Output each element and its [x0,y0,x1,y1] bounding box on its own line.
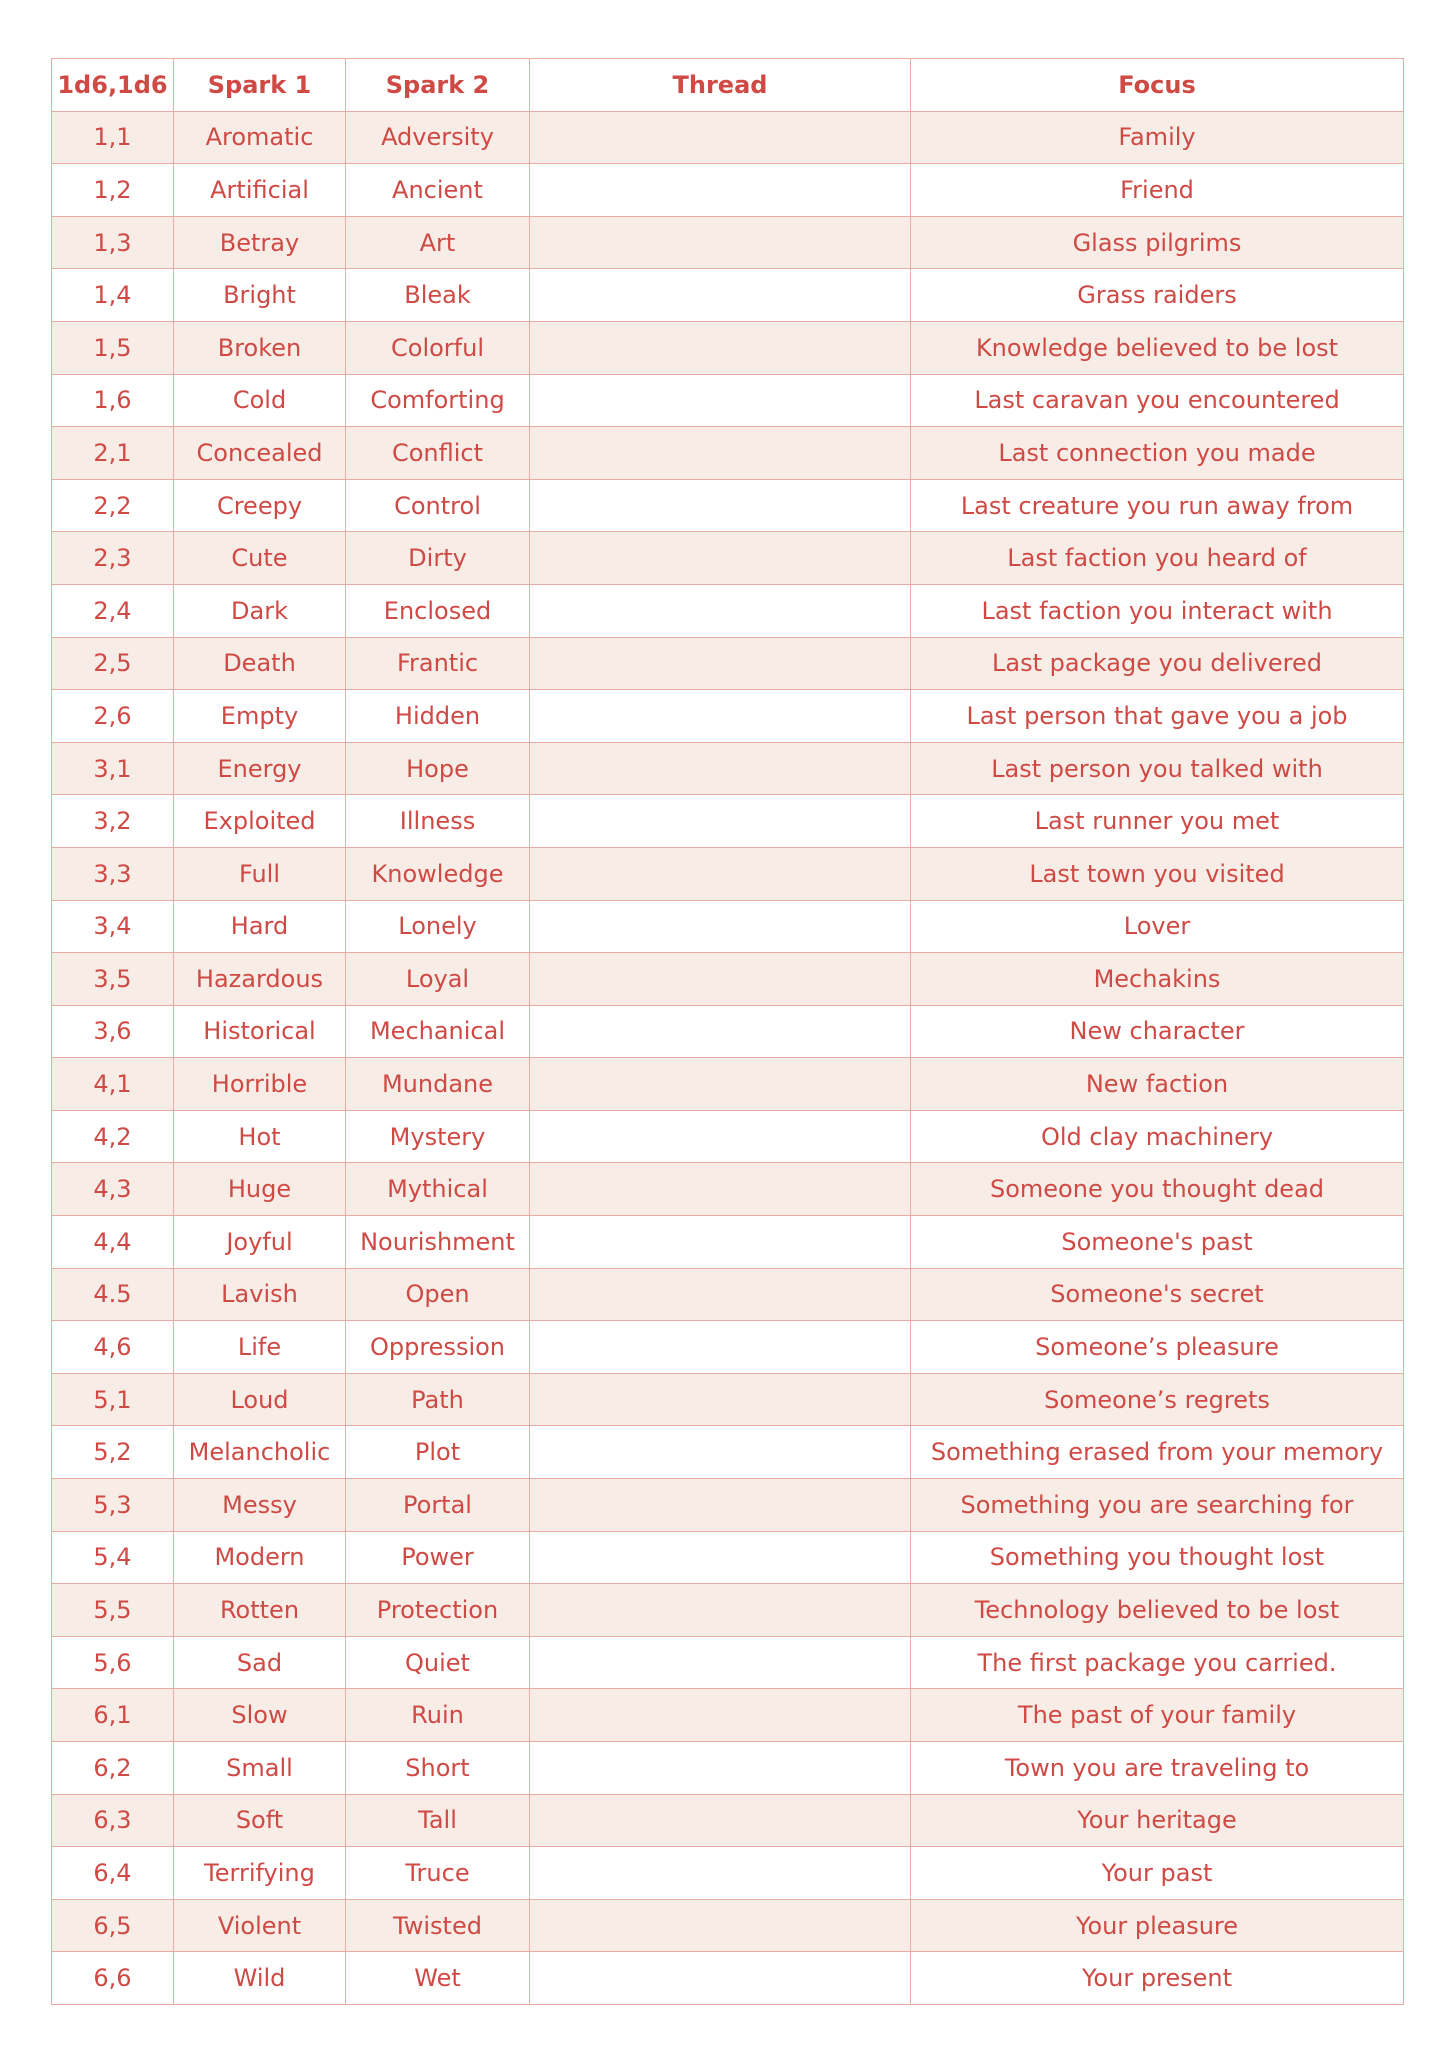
table-row [52,164,1404,217]
cell-spark-2: Protection [346,1584,530,1637]
cell-spark-1: Sad [174,1636,346,1689]
cell-focus: Friend [911,164,1404,217]
table-row [52,427,1404,480]
table-row [52,111,1404,164]
cell-spark-1: Violent [174,1899,346,1952]
cell-spark-2: Mechanical [346,1005,530,1058]
cell-spark-1: Historical [174,1005,346,1058]
cell-thread [530,1268,911,1321]
cell-focus: Lover [911,900,1404,953]
table-row [52,1058,1404,1111]
cell-roll: 3,1 [52,742,174,795]
cell-roll: 1,4 [52,269,174,322]
table-row [52,1899,1404,1952]
cell-spark-2: Lonely [346,900,530,953]
table-row [52,1952,1404,2005]
table-row [52,1689,1404,1742]
table-row [52,637,1404,690]
cell-spark-1: Modern [174,1531,346,1584]
table-row [52,1847,1404,1900]
cell-roll: 2,3 [52,532,174,585]
cell-focus: Last creature you run away from [911,479,1404,532]
cell-thread [530,1584,911,1637]
cell-roll: 4,1 [52,1058,174,1111]
cell-spark-1: Broken [174,321,346,374]
cell-focus: Glass pilgrims [911,216,1404,269]
cell-thread [530,1005,911,1058]
cell-spark-2: Hope [346,742,530,795]
table-row [52,1216,1404,1269]
cell-thread [530,1479,911,1532]
cell-spark-2: Adversity [346,111,530,164]
cell-focus: Mechakins [911,953,1404,1006]
table-row [52,1794,1404,1847]
cell-focus: Last person you talked with [911,742,1404,795]
cell-focus: New faction [911,1058,1404,1111]
cell-spark-2: Open [346,1268,530,1321]
table-row [52,690,1404,743]
cell-thread [530,427,911,480]
table-row [52,1636,1404,1689]
cell-roll: 1,6 [52,374,174,427]
cell-focus: Old clay machinery [911,1110,1404,1163]
cell-thread [530,321,911,374]
cell-spark-2: Plot [346,1426,530,1479]
cell-spark-1: Messy [174,1479,346,1532]
cell-roll: 6,3 [52,1794,174,1847]
cell-roll: 4.5 [52,1268,174,1321]
cell-roll: 1,3 [52,216,174,269]
cell-spark-1: Hard [174,900,346,953]
table-row [52,1268,1404,1321]
cell-roll: 5,2 [52,1426,174,1479]
cell-spark-1: Soft [174,1794,346,1847]
table-row [52,900,1404,953]
table-row [52,742,1404,795]
cell-focus: Family [911,111,1404,164]
header-spark-2: Spark 2 [346,59,530,112]
cell-roll: 6,6 [52,1952,174,2005]
cell-spark-1: Artificial [174,164,346,217]
cell-spark-1: Bright [174,269,346,322]
table-row [52,1163,1404,1216]
cell-spark-2: Nourishment [346,1216,530,1269]
table-row [52,1479,1404,1532]
cell-spark-2: Conflict [346,427,530,480]
cell-thread [530,111,911,164]
cell-roll: 3,4 [52,900,174,953]
cell-focus: Last person that gave you a job [911,690,1404,743]
cell-roll: 5,1 [52,1373,174,1426]
cell-roll: 2,4 [52,584,174,637]
cell-spark-1: Melancholic [174,1426,346,1479]
cell-spark-2: Enclosed [346,584,530,637]
header-spark-1: Spark 1 [174,59,346,112]
cell-roll: 3,6 [52,1005,174,1058]
cell-focus: Last runner you met [911,795,1404,848]
cell-focus: Last town you visited [911,847,1404,900]
cell-thread [530,1636,911,1689]
cell-spark-2: Hidden [346,690,530,743]
table-row [52,374,1404,427]
oracle-table [51,58,1404,2005]
header-roll: 1d6,1d6 [52,59,174,112]
cell-spark-1: Betray [174,216,346,269]
cell-focus: Technology believed to be lost [911,1584,1404,1637]
cell-roll: 4,4 [52,1216,174,1269]
table-row [52,1005,1404,1058]
cell-roll: 1,2 [52,164,174,217]
cell-roll: 4,2 [52,1110,174,1163]
table-row [52,1426,1404,1479]
table-row [52,953,1404,1006]
cell-focus: Someone’s pleasure [911,1321,1404,1374]
cell-spark-2: Ruin [346,1689,530,1742]
table-row [52,1742,1404,1795]
cell-spark-2: Knowledge [346,847,530,900]
cell-roll: 2,1 [52,427,174,480]
cell-thread [530,479,911,532]
cell-spark-2: Path [346,1373,530,1426]
cell-roll: 4,6 [52,1321,174,1374]
cell-spark-2: Illness [346,795,530,848]
cell-focus: Last package you delivered [911,637,1404,690]
cell-focus: Someone's past [911,1216,1404,1269]
cell-spark-1: Aromatic [174,111,346,164]
cell-roll: 6,5 [52,1899,174,1952]
table-row [52,532,1404,585]
table-body [52,111,1404,2004]
cell-spark-2: Control [346,479,530,532]
cell-spark-2: Twisted [346,1899,530,1952]
cell-roll: 6,2 [52,1742,174,1795]
cell-thread [530,1373,911,1426]
cell-spark-2: Quiet [346,1636,530,1689]
cell-spark-2: Mystery [346,1110,530,1163]
cell-thread [530,1742,911,1795]
cell-spark-2: Tall [346,1794,530,1847]
cell-thread [530,374,911,427]
cell-spark-2: Portal [346,1479,530,1532]
cell-spark-2: Frantic [346,637,530,690]
table-row [52,1373,1404,1426]
cell-focus: Something you are searching for [911,1479,1404,1532]
header-focus: Focus [911,59,1404,112]
cell-thread [530,532,911,585]
cell-focus: Someone’s regrets [911,1373,1404,1426]
cell-spark-1: Empty [174,690,346,743]
cell-roll: 6,1 [52,1689,174,1742]
table-header [52,59,1404,112]
table-row [52,1531,1404,1584]
table-row [52,795,1404,848]
cell-spark-1: Joyful [174,1216,346,1269]
cell-thread [530,1689,911,1742]
cell-roll: 2,6 [52,690,174,743]
cell-spark-2: Short [346,1742,530,1795]
cell-spark-1: Life [174,1321,346,1374]
cell-focus: The past of your family [911,1689,1404,1742]
cell-focus: Last faction you heard of [911,532,1404,585]
cell-thread [530,269,911,322]
cell-roll: 4,3 [52,1163,174,1216]
cell-spark-1: Terrifying [174,1847,346,1900]
cell-roll: 2,2 [52,479,174,532]
cell-thread [530,584,911,637]
cell-spark-1: Concealed [174,427,346,480]
cell-roll: 6,4 [52,1847,174,1900]
cell-spark-1: Dark [174,584,346,637]
cell-thread [530,1899,911,1952]
cell-focus: Someone's secret [911,1268,1404,1321]
cell-thread [530,1216,911,1269]
cell-thread [530,690,911,743]
cell-spark-1: Lavish [174,1268,346,1321]
table-row [52,321,1404,374]
cell-focus: Something erased from your memory [911,1426,1404,1479]
cell-thread [530,742,911,795]
cell-spark-2: Ancient [346,164,530,217]
cell-thread [530,847,911,900]
cell-spark-1: Death [174,637,346,690]
cell-roll: 3,3 [52,847,174,900]
cell-spark-2: Mythical [346,1163,530,1216]
cell-focus: Grass raiders [911,269,1404,322]
cell-spark-1: Energy [174,742,346,795]
cell-focus: Knowledge believed to be lost [911,321,1404,374]
cell-roll: 5,6 [52,1636,174,1689]
table-row [52,1584,1404,1637]
cell-thread [530,1163,911,1216]
cell-focus: Last faction you interact with [911,584,1404,637]
cell-thread [530,953,911,1006]
cell-thread [530,1426,911,1479]
cell-spark-1: Small [174,1742,346,1795]
cell-thread [530,1794,911,1847]
cell-thread [530,164,911,217]
cell-spark-2: Mundane [346,1058,530,1111]
cell-roll: 5,3 [52,1479,174,1532]
cell-spark-1: Rotten [174,1584,346,1637]
cell-spark-1: Cold [174,374,346,427]
table-row [52,847,1404,900]
cell-spark-1: Horrible [174,1058,346,1111]
cell-thread [530,795,911,848]
oracle-table-container [51,58,1403,2005]
cell-thread [530,1847,911,1900]
cell-spark-1: Huge [174,1163,346,1216]
cell-spark-2: Dirty [346,532,530,585]
cell-focus: Your heritage [911,1794,1404,1847]
cell-roll: 1,1 [52,111,174,164]
cell-focus: Someone you thought dead [911,1163,1404,1216]
cell-spark-2: Bleak [346,269,530,322]
cell-spark-1: Cute [174,532,346,585]
cell-spark-1: Creepy [174,479,346,532]
cell-focus: Something you thought lost [911,1531,1404,1584]
cell-spark-1: Slow [174,1689,346,1742]
cell-spark-2: Colorful [346,321,530,374]
cell-spark-2: Comforting [346,374,530,427]
table-row [52,1110,1404,1163]
cell-roll: 3,5 [52,953,174,1006]
cell-focus: Your past [911,1847,1404,1900]
cell-spark-2: Loyal [346,953,530,1006]
header-thread: Thread [530,59,911,112]
cell-roll: 5,4 [52,1531,174,1584]
cell-roll: 5,5 [52,1584,174,1637]
cell-spark-2: Oppression [346,1321,530,1374]
cell-thread [530,1058,911,1111]
table-row [52,216,1404,269]
cell-thread [530,637,911,690]
cell-spark-1: Loud [174,1373,346,1426]
cell-focus: Last caravan you encountered [911,374,1404,427]
cell-spark-1: Exploited [174,795,346,848]
cell-roll: 2,5 [52,637,174,690]
cell-spark-2: Power [346,1531,530,1584]
cell-spark-1: Hot [174,1110,346,1163]
table-row [52,479,1404,532]
cell-focus: Your present [911,1952,1404,2005]
table-row [52,269,1404,322]
cell-focus: Your pleasure [911,1899,1404,1952]
table-row [52,584,1404,637]
cell-focus: New character [911,1005,1404,1058]
cell-roll: 1,5 [52,321,174,374]
cell-roll: 3,2 [52,795,174,848]
cell-spark-1: Wild [174,1952,346,2005]
cell-focus: The first package you carried. [911,1636,1404,1689]
cell-focus: Town you are traveling to [911,1742,1404,1795]
table-row [52,1321,1404,1374]
cell-spark-2: Truce [346,1847,530,1900]
cell-thread [530,1531,911,1584]
cell-spark-1: Full [174,847,346,900]
cell-thread [530,1952,911,2005]
cell-thread [530,1110,911,1163]
header-row [52,59,1404,112]
cell-spark-2: Wet [346,1952,530,2005]
cell-thread [530,900,911,953]
cell-thread [530,1321,911,1374]
cell-spark-1: Hazardous [174,953,346,1006]
cell-spark-2: Art [346,216,530,269]
cell-focus: Last connection you made [911,427,1404,480]
cell-thread [530,216,911,269]
